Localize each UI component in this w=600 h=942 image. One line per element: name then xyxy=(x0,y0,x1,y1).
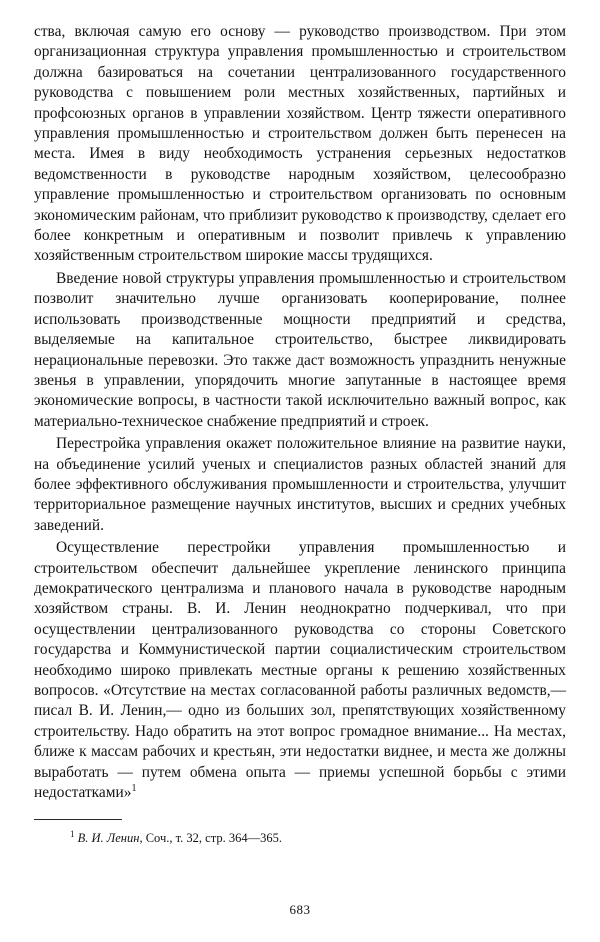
footnote-divider xyxy=(34,819,122,820)
footnote-source: Соч., т. 32, стр. 364—365. xyxy=(145,831,282,846)
paragraph-1: ства, включая самую его основу — руководство производством. При этом организационная структура управления промышленностью и строительством должна базироваться на сочетании централизованного государственного руководства с повышением роли местных хозяйственных, партийных и профсоюзных органов в управлении хозяйством. Центр тяжести оперативного управления промышленностью и строительством должен быть перенесен на места. Имея в виду необходимость устранения серьезных недостатков ведомственности в руководстве народным хозяйством, целесообразно управление промышленностью и строительством организовать по основным экономическим районам, что приблизит руководство к производству, сделает его более конкретным и оперативным и позволит привлечь к управлению хозяйственным строительством широкие массы трудящихся. xyxy=(34,23,566,265)
footnote-reference: 1 xyxy=(131,782,137,794)
paragraph-3: Перестройка управления окажет положительное влияние на развитие науки, на объединение усилий ученых и специалистов разных областей знаний для более эффективного обслуживания промышленности и строительства, улучшит территориальное размещение научных институтов, высших и средних учебных заведений. xyxy=(34,435,566,534)
footnote-marker: 1 xyxy=(70,829,75,840)
body-text xyxy=(34,22,566,803)
page-number: 683 xyxy=(289,902,311,917)
paragraph-4 xyxy=(34,538,566,803)
paragraph-4-text: Осуществление перестройки управления промышленностью и строительством обеспечит дальнейшее укрепление ленинского принципа демократического централизма и планового начала в руководстве народным хозяйством страны. В. И. Ленин неоднократно подчеркивал, что при осуществлении централизованного руководства со стороны Советского государства и Коммунистической партии социалистическим строительством необходимо широко привлекать местные органы к решению хозяйственных вопросов. «Отсутствие на местах согласованной работы различных ведомств,— писал В. И. Ленин,— одно из больших зол, препятствующих хозяйственному строительству. Надо обратить на этот вопрос громадное внимание... На местах, ближе к массам рабочих и крестьян, эти недостатки виднее, и места же должны выработать — путем обмена опыта — приемы успешной борьбы с этими недостатками» xyxy=(34,539,566,802)
footnote-author: В. И. Ленин, xyxy=(77,831,143,846)
footnote xyxy=(34,826,566,846)
paragraph-2: Введение новой структуры управления промышленностью и строительством позволит значительно лучше организовать кооперирование, полнее использовать производственные мощности предприятий и средства, выделяемые на капитальное строительство, быстрее ликвидировать нерациональные перевозки. Это также даст возможность упразднить ненужные звенья в управлении, упорядочить многие запутанные в настоящее время экономические вопросы, в частности такой исключительно важный вопрос, как материально-техническое снабжение предприятий и строек. xyxy=(34,269,566,430)
